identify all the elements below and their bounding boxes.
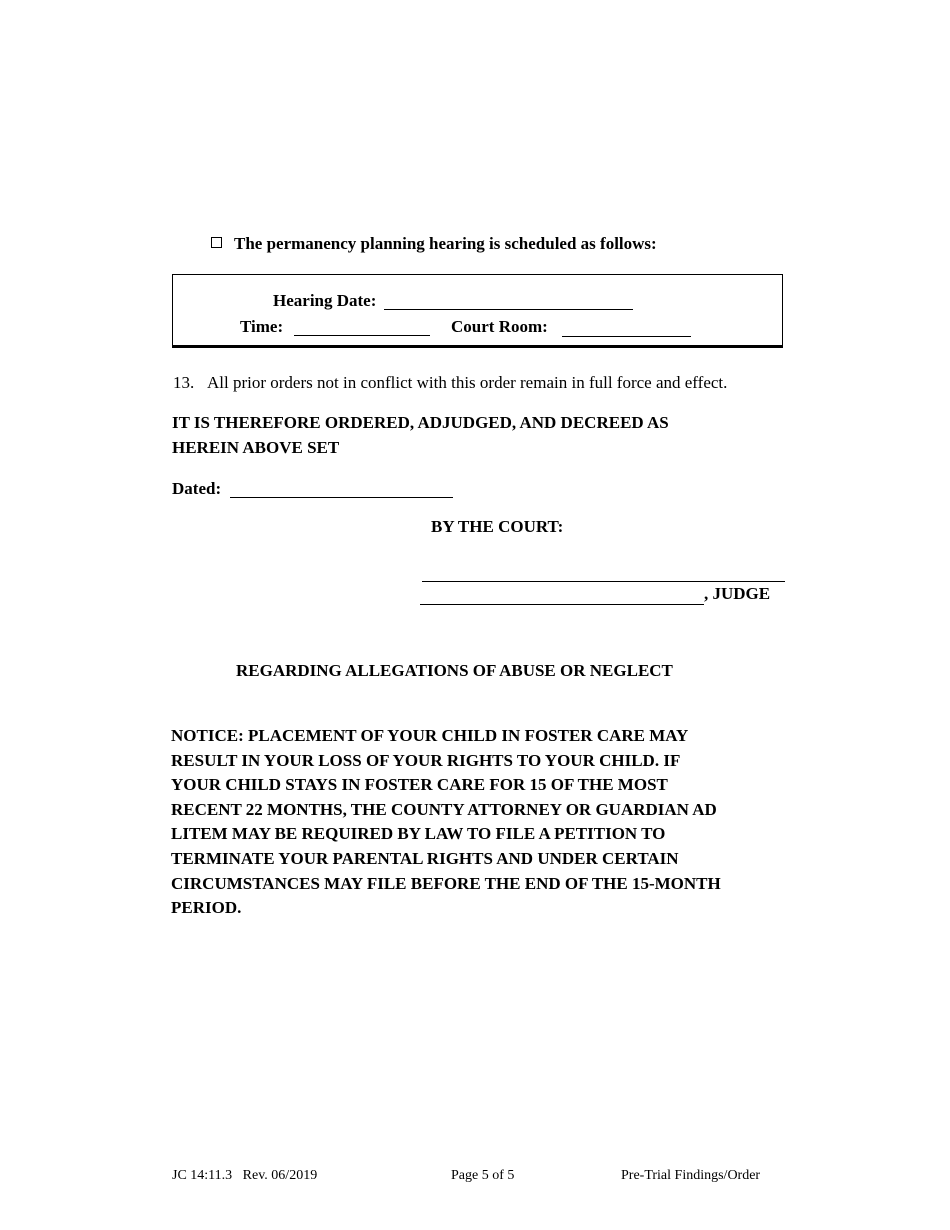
court-room-field[interactable] — [562, 321, 691, 337]
allegations-heading: REGARDING ALLEGATIONS OF ABUSE OR NEGLECT — [236, 661, 673, 680]
notice-line: RESULT IN YOUR LOSS OF YOUR RIGHTS TO YOUR CHILD. IF — [171, 750, 681, 770]
notice-line: RECENT 22 MONTHS, THE COUNTY ATTORNEY OR GUARDIAN AD — [171, 799, 717, 819]
dated-label: Dated: — [172, 479, 222, 498]
hearing-time-label: Time: — [240, 317, 284, 336]
notice-line: NOTICE: PLACEMENT OF YOUR CHILD IN FOSTER CARE MAY — [171, 726, 689, 745]
hearing-date-field[interactable] — [384, 294, 633, 310]
hearing-time-field[interactable] — [294, 320, 430, 336]
order-item-number: 13. — [173, 373, 195, 392]
footer-page-number: Page 5 of 5 — [451, 1168, 515, 1183]
judge-label: , JUDGE — [704, 584, 771, 603]
foster-care-notice — [171, 724, 791, 921]
judge-name-field[interactable] — [420, 589, 704, 605]
permanency-hearing-label: The permanency planning hearing is scheduled as follows: — [234, 234, 657, 253]
decree-line-1: IT IS THEREFORE ORDERED, ADJUDGED, AND DECREED AS — [172, 413, 669, 432]
court-room-label: Court Room: — [451, 317, 548, 336]
order-item-text: All prior orders not in conflict with this order remain in full force and effect. — [207, 373, 728, 392]
notice-line: CIRCUMSTANCES MAY FILE BEFORE THE END OF THE 15-MONTH — [171, 873, 721, 893]
notice-line: YOUR CHILD STAYS IN FOSTER CARE FOR 15 OF THE MOST — [171, 775, 668, 795]
decree-line-2: HEREIN ABOVE SET — [172, 438, 340, 457]
dated-field[interactable] — [230, 482, 453, 498]
footer-form-id: JC 14:11.3 Rev. 06/2019 — [172, 1168, 318, 1183]
by-the-court-label: BY THE COURT: — [431, 517, 564, 536]
permanency-hearing-checkbox[interactable] — [211, 237, 222, 248]
judge-signature-line[interactable] — [422, 567, 785, 582]
footer-form-title: Pre-Trial Findings/Order — [621, 1168, 761, 1183]
notice-line: TERMINATE YOUR PARENTAL RIGHTS AND UNDER CERTAIN — [171, 848, 679, 868]
notice-line: LITEM MAY BE REQUIRED BY LAW TO FILE A PETITION TO — [171, 824, 666, 844]
hearing-date-label: Hearing Date: — [273, 291, 377, 310]
notice-line: PERIOD. — [171, 898, 242, 918]
